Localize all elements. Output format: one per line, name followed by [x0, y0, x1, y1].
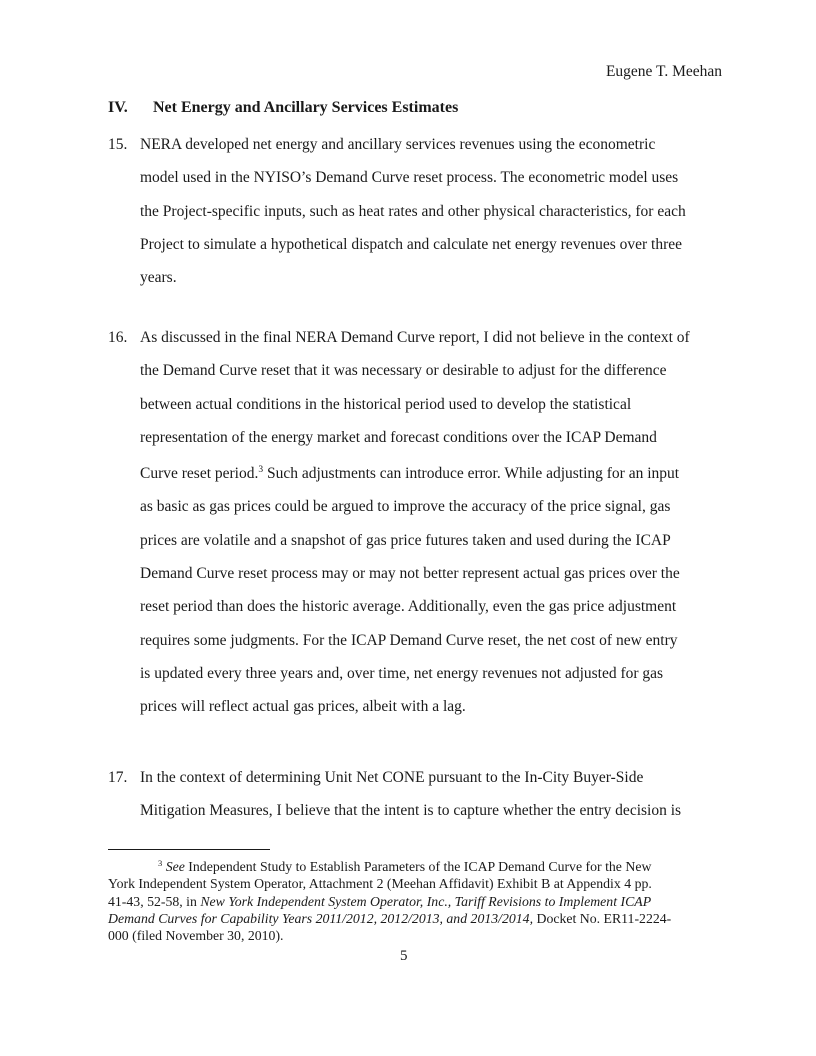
paragraph-line: years. — [140, 269, 177, 287]
footnote-citation: New York Independent System Operator, Inc., Tariff Revisions to Implement ICAP — [200, 893, 652, 909]
paragraph-15 — [108, 128, 724, 294]
footnote-text: Independent Study to Establish Parameters of the ICAP Demand Curve for the New — [184, 859, 652, 874]
paragraph-line: model used in the NYISO’s Demand Curve reset process. The econometric model uses — [140, 169, 679, 187]
paragraph-line: As discussed in the final NERA Demand Curve report, I did not believe in the context of — [140, 329, 690, 346]
paragraph-number: 15. — [108, 136, 128, 153]
paragraph-line: between actual conditions in the historical period used to develop the statistical — [140, 395, 632, 413]
footnote-text: Docket No. ER11-2224- — [533, 910, 672, 926]
page-number: 5 — [400, 948, 408, 964]
footnote-marker: 3 — [158, 858, 163, 868]
paragraph-line: Project to simulate a hypothetical dispatch and calculate net energy revenues over three — [140, 235, 683, 253]
paragraph-16 — [108, 321, 724, 724]
paragraph-line-with-footnote — [108, 454, 724, 490]
paragraph-line: the Project-specific inputs, such as heat rates and other physical characteristics, for each — [140, 202, 686, 220]
paragraph-line: representation of the energy market and forecast conditions over the ICAP Demand — [140, 428, 657, 446]
footnote-line: 000 (filed November 30, 2010). — [108, 928, 284, 944]
footnote-reference[interactable]: 3 — [258, 465, 264, 476]
paragraph-17 — [108, 761, 724, 828]
section-heading — [108, 99, 458, 117]
paragraph-line: the Demand Curve reset that it was necessary or desirable to adjust for the difference — [140, 362, 667, 380]
paragraph-text: Such adjustments can introduce error. While adjusting for an input — [263, 465, 680, 483]
section-title: Net Energy and Ancillary Services Estimates — [153, 99, 459, 116]
paragraph-number: 16. — [108, 329, 128, 346]
footnote-line — [108, 910, 720, 927]
paragraph-line: is updated every three years and, over time, net energy revenues not adjusted for gas — [140, 664, 664, 682]
footnote-separator — [108, 849, 270, 850]
footnote-line: York Independent System Operator, Attachment 2 (Meehan Affidavit) Exhibit B at Appendix 4 pp. — [108, 876, 652, 892]
paragraph-line: requires some judgments. For the ICAP Demand Curve reset, the net cost of new entry — [140, 631, 678, 649]
footnote-signal: See — [165, 859, 185, 874]
paragraph-line: In the context of determining Unit Net CONE pursuant to the In-City Buyer-Side — [140, 769, 644, 786]
paragraph-line: NERA developed net energy and ancillary services revenues using the econometric — [140, 136, 656, 153]
footnote-text: 41-43, 52-58, in — [108, 893, 201, 909]
section-number: IV. — [108, 99, 128, 116]
paragraph-line: reset period than does the historic average. Additionally, even the gas price adjustment — [140, 598, 677, 616]
paragraph-line: prices will reflect actual gas prices, albeit with a lag. — [140, 698, 466, 716]
paragraph-line: prices are volatile and a snapshot of gas price futures taken and used during the ICAP — [140, 531, 671, 549]
paragraph-number: 17. — [108, 769, 128, 786]
paragraph-text: Curve reset period. — [140, 465, 259, 483]
paragraph-line: Demand Curve reset process may or may not better represent actual gas prices over the — [140, 565, 680, 583]
footnote-citation: Demand Curves for Capability Years 2011/2012, 2012/2013, and 2013/2014, — [108, 910, 534, 926]
running-header: Eugene T. Meehan — [605, 63, 722, 80]
footnote-line — [108, 855, 720, 875]
paragraph-line: Mitigation Measures, I believe that the intent is to capture whether the entry decision is — [140, 802, 682, 820]
footnote-line — [108, 893, 720, 910]
paragraph-line: as basic as gas prices could be argued to improve the accuracy of the price signal, gas — [140, 498, 671, 516]
footnote — [108, 855, 720, 944]
